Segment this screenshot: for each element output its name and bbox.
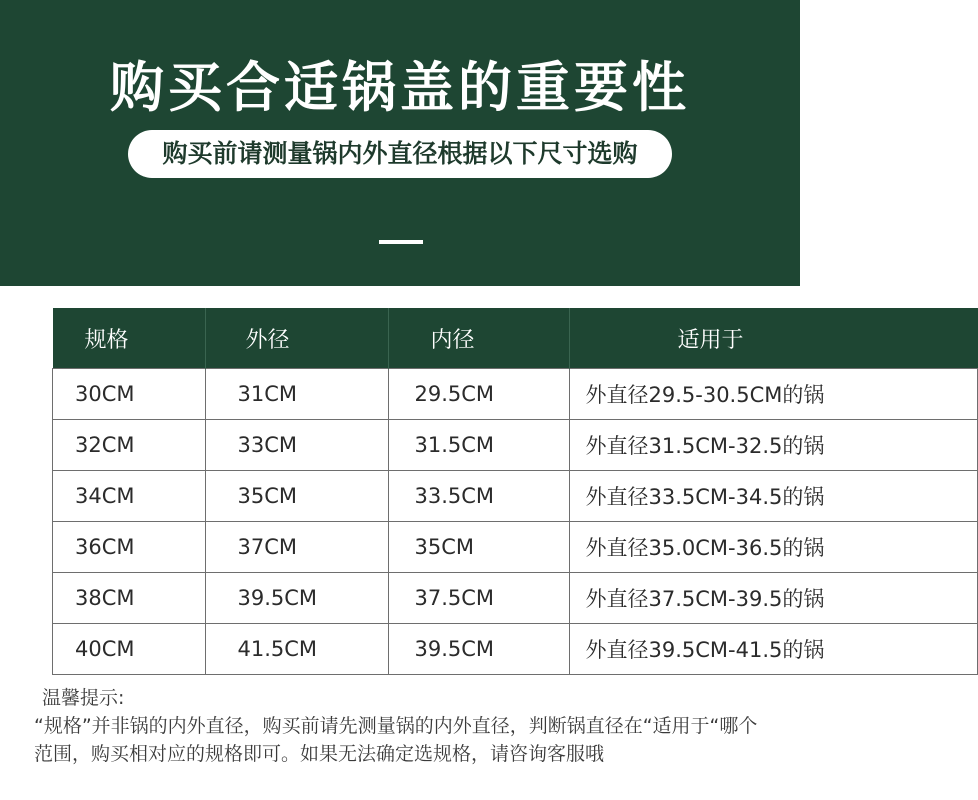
table-row — [53, 522, 978, 573]
cell-outer: 31CM — [205, 369, 388, 420]
subtitle-pill: 购买前请测量锅内外直径根据以下尺寸选购 — [128, 130, 672, 178]
cell-inner: 37.5CM — [388, 573, 569, 624]
header-suitable-for: 适用于 — [569, 308, 978, 369]
tips-body: “规格”并非锅的内外直径，购买前请先测量锅的内外直径，判断锅直径在“适用于“哪个范围，购买相对应的规格即可。如果无法确定选规格，请咨询客服哦 — [34, 715, 758, 765]
table-header-row — [53, 308, 978, 369]
cell-outer: 33CM — [205, 420, 388, 471]
page-title: 购买合适锅盖的重要性 — [110, 56, 690, 119]
cell-spec: 36CM — [53, 522, 206, 573]
cell-suitable: 外直径37.5CM-39.5的锅 — [569, 573, 978, 624]
cell-suitable: 外直径39.5CM-41.5的锅 — [569, 624, 978, 675]
cell-spec: 32CM — [53, 420, 206, 471]
cell-spec: 40CM — [53, 624, 206, 675]
cell-suitable: 外直径35.0CM-36.5的锅 — [569, 522, 978, 573]
table-row — [53, 624, 978, 675]
cell-outer: 41.5CM — [205, 624, 388, 675]
table-row — [53, 420, 978, 471]
cell-inner: 29.5CM — [388, 369, 569, 420]
cell-suitable: 外直径29.5-30.5CM的锅 — [569, 369, 978, 420]
cell-outer: 39.5CM — [205, 573, 388, 624]
cell-suitable: 外直径31.5CM-32.5的锅 — [569, 420, 978, 471]
cell-spec: 34CM — [53, 471, 206, 522]
cell-inner: 35CM — [388, 522, 569, 573]
header-banner — [0, 0, 800, 286]
cell-inner: 39.5CM — [388, 624, 569, 675]
header-inner-diameter: 内径 — [388, 308, 569, 369]
tips-title: 温馨提示: — [42, 687, 125, 709]
header-outer-diameter: 外径 — [205, 308, 388, 369]
cell-outer: 37CM — [205, 522, 388, 573]
table-row — [53, 573, 978, 624]
divider-dash — [379, 240, 423, 244]
size-table — [52, 308, 978, 675]
tips-section — [34, 684, 774, 768]
cell-spec: 38CM — [53, 573, 206, 624]
cell-inner: 31.5CM — [388, 420, 569, 471]
cell-spec: 30CM — [53, 369, 206, 420]
header-spec: 规格 — [53, 308, 206, 369]
cell-suitable: 外直径33.5CM-34.5的锅 — [569, 471, 978, 522]
table-row — [53, 369, 978, 420]
cell-outer: 35CM — [205, 471, 388, 522]
cell-inner: 33.5CM — [388, 471, 569, 522]
table-row — [53, 471, 978, 522]
